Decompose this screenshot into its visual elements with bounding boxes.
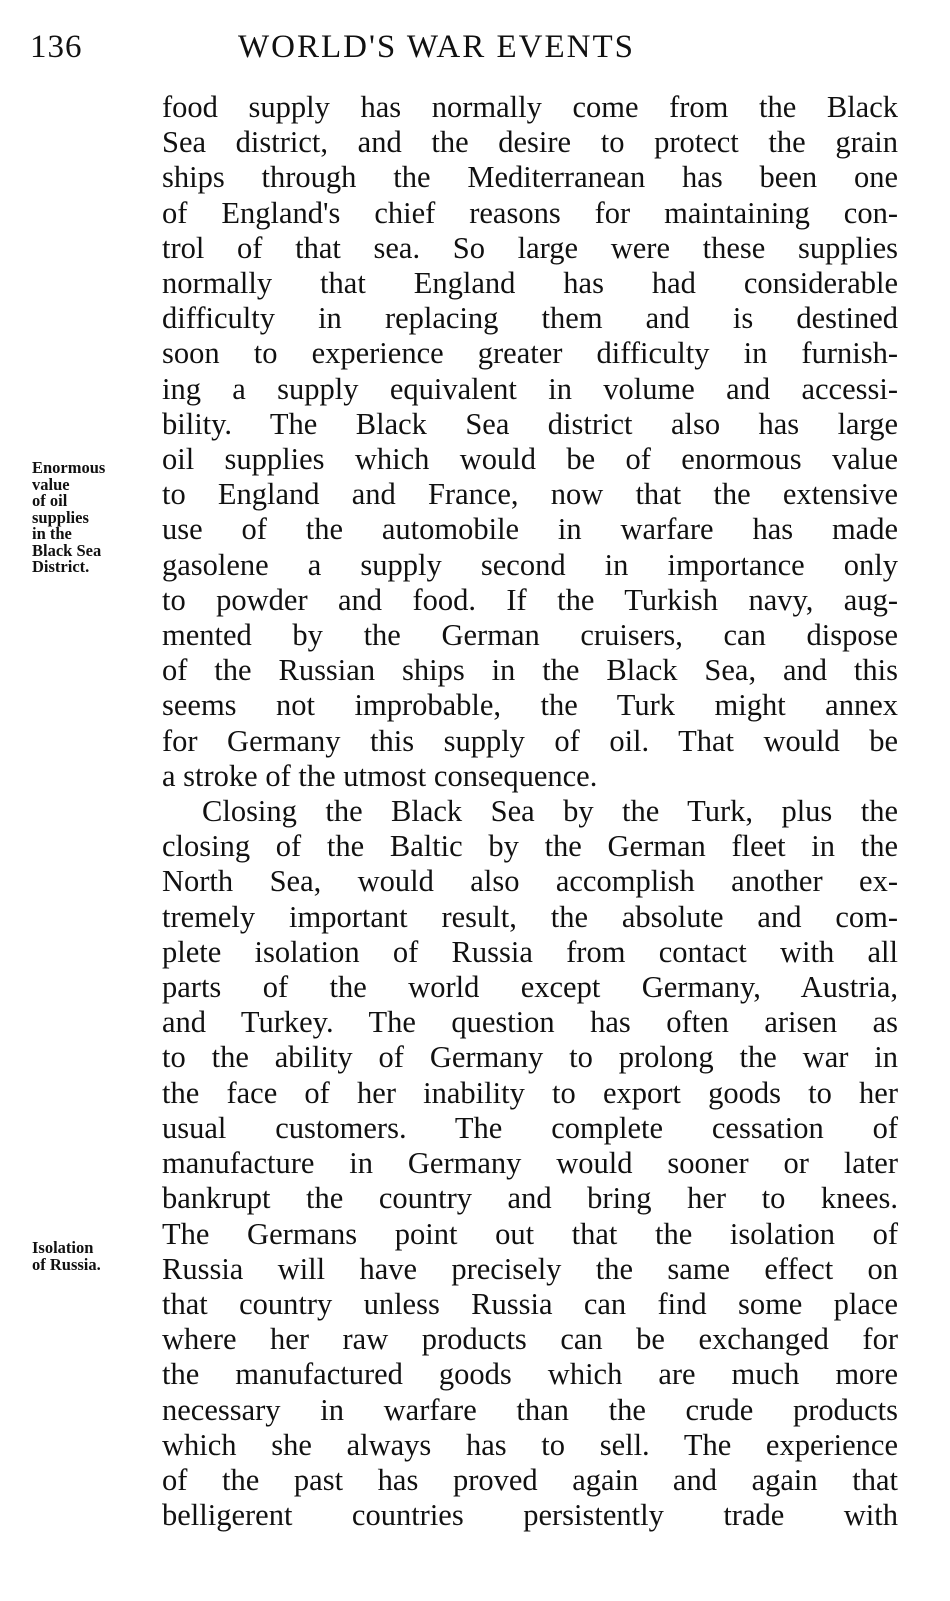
text-line: use of the automobile in warfare has made (162, 512, 898, 547)
text-line: for Germany this supply of oil. That would be (162, 723, 898, 758)
page-number: 136 (30, 29, 83, 65)
margin-note-line: supplies (32, 507, 89, 527)
text-line: necessary in warfare than the crude products (162, 1392, 898, 1427)
text-line: manufacture in Germany would sooner or later (162, 1146, 898, 1181)
margin-note-line: value (32, 474, 70, 494)
running-head: WORLD'S WAR EVENTS (238, 29, 636, 65)
text-line: which she always has to sell. The experience (162, 1427, 898, 1462)
text-line: bility. The Black Sea district also has large (162, 406, 898, 441)
text-line: gasolene a supply second in importance only (162, 547, 898, 582)
paragraph (162, 794, 898, 1533)
text-line: the face of her inability to export goods to her (162, 1075, 898, 1110)
text-line: of the past has proved again and again that (162, 1462, 898, 1497)
text-line: where her raw products can be exchanged for (162, 1322, 898, 1357)
text-line: seems not improbable, the Turk might annex (162, 688, 898, 723)
margin-note-line: in the (32, 524, 72, 543)
text-line: normally that England has had considerable (162, 266, 898, 301)
margin-note-isolation-of-russia (32, 1240, 160, 1273)
margin-note-line: of Russia. (32, 1254, 101, 1274)
text-line: Russia will have precisely the same effect on (162, 1251, 898, 1286)
text-line: bankrupt the country and bring her to knees. (162, 1181, 898, 1216)
text-line: North Sea, would also accomplish another ex- (162, 864, 898, 899)
text-line: to England and France, now that the extensive (162, 477, 898, 512)
text-line: usual customers. The complete cessation of (162, 1110, 898, 1145)
text-line: mented by the German cruisers, can dispose (162, 618, 898, 653)
text-line: of the Russian ships in the Black Sea, and this (162, 653, 898, 688)
text-line: oil supplies which would be of enormous value (162, 442, 898, 477)
text-line: Sea district, and the desire to protect the grain (162, 125, 898, 160)
paragraph (162, 90, 898, 794)
text-line: trol of that sea. So large were these supplies (162, 230, 898, 265)
text-line: food supply has normally come from the Black (162, 90, 898, 124)
text-line: ships through the Mediterranean has been one (162, 160, 898, 195)
text-line: and Turkey. The question has often arisen as (162, 1005, 898, 1040)
text-line: that country unless Russia can find some place (162, 1286, 898, 1321)
page-header (0, 24, 950, 74)
text-line: The Germans point out that the isolation of (162, 1216, 898, 1251)
text-line: tremely important result, the absolute and com- (162, 899, 898, 934)
margin-note-line: Isolation (32, 1238, 94, 1257)
text-line: belligerent countries persistently trade with (162, 1498, 898, 1533)
text-line: ing a supply equivalent in volume and accessi- (162, 371, 898, 406)
text-line: closing of the Baltic by the German fleet in the (162, 829, 898, 864)
margin-note-line: Black Sea (32, 540, 102, 560)
margin-note-line: Enormous (32, 458, 106, 477)
text-line: soon to experience greater difficulty in furnish- (162, 336, 898, 371)
text-line: the manufactured goods which are much more (162, 1357, 898, 1392)
text-line: plete isolation of Russia from contact with all (162, 934, 898, 969)
text-line: a stroke of the utmost consequence. (162, 758, 598, 793)
margin-note-oil-supplies (32, 460, 160, 576)
text-line: to powder and food. If the Turkish navy, aug- (162, 582, 898, 617)
text-line: Closing the Black Sea by the Turk, plus the (202, 794, 898, 829)
body-text (162, 90, 898, 1533)
text-line: parts of the world except Germany, Austria, (162, 970, 898, 1005)
margin-note-line: of oil (32, 491, 68, 510)
text-line: of England's chief reasons for maintaining con- (162, 195, 898, 230)
margin-note-line: District. (32, 557, 90, 576)
text-line: to the ability of Germany to prolong the war in (162, 1040, 898, 1075)
text-line: difficulty in replacing them and is destined (162, 301, 898, 336)
